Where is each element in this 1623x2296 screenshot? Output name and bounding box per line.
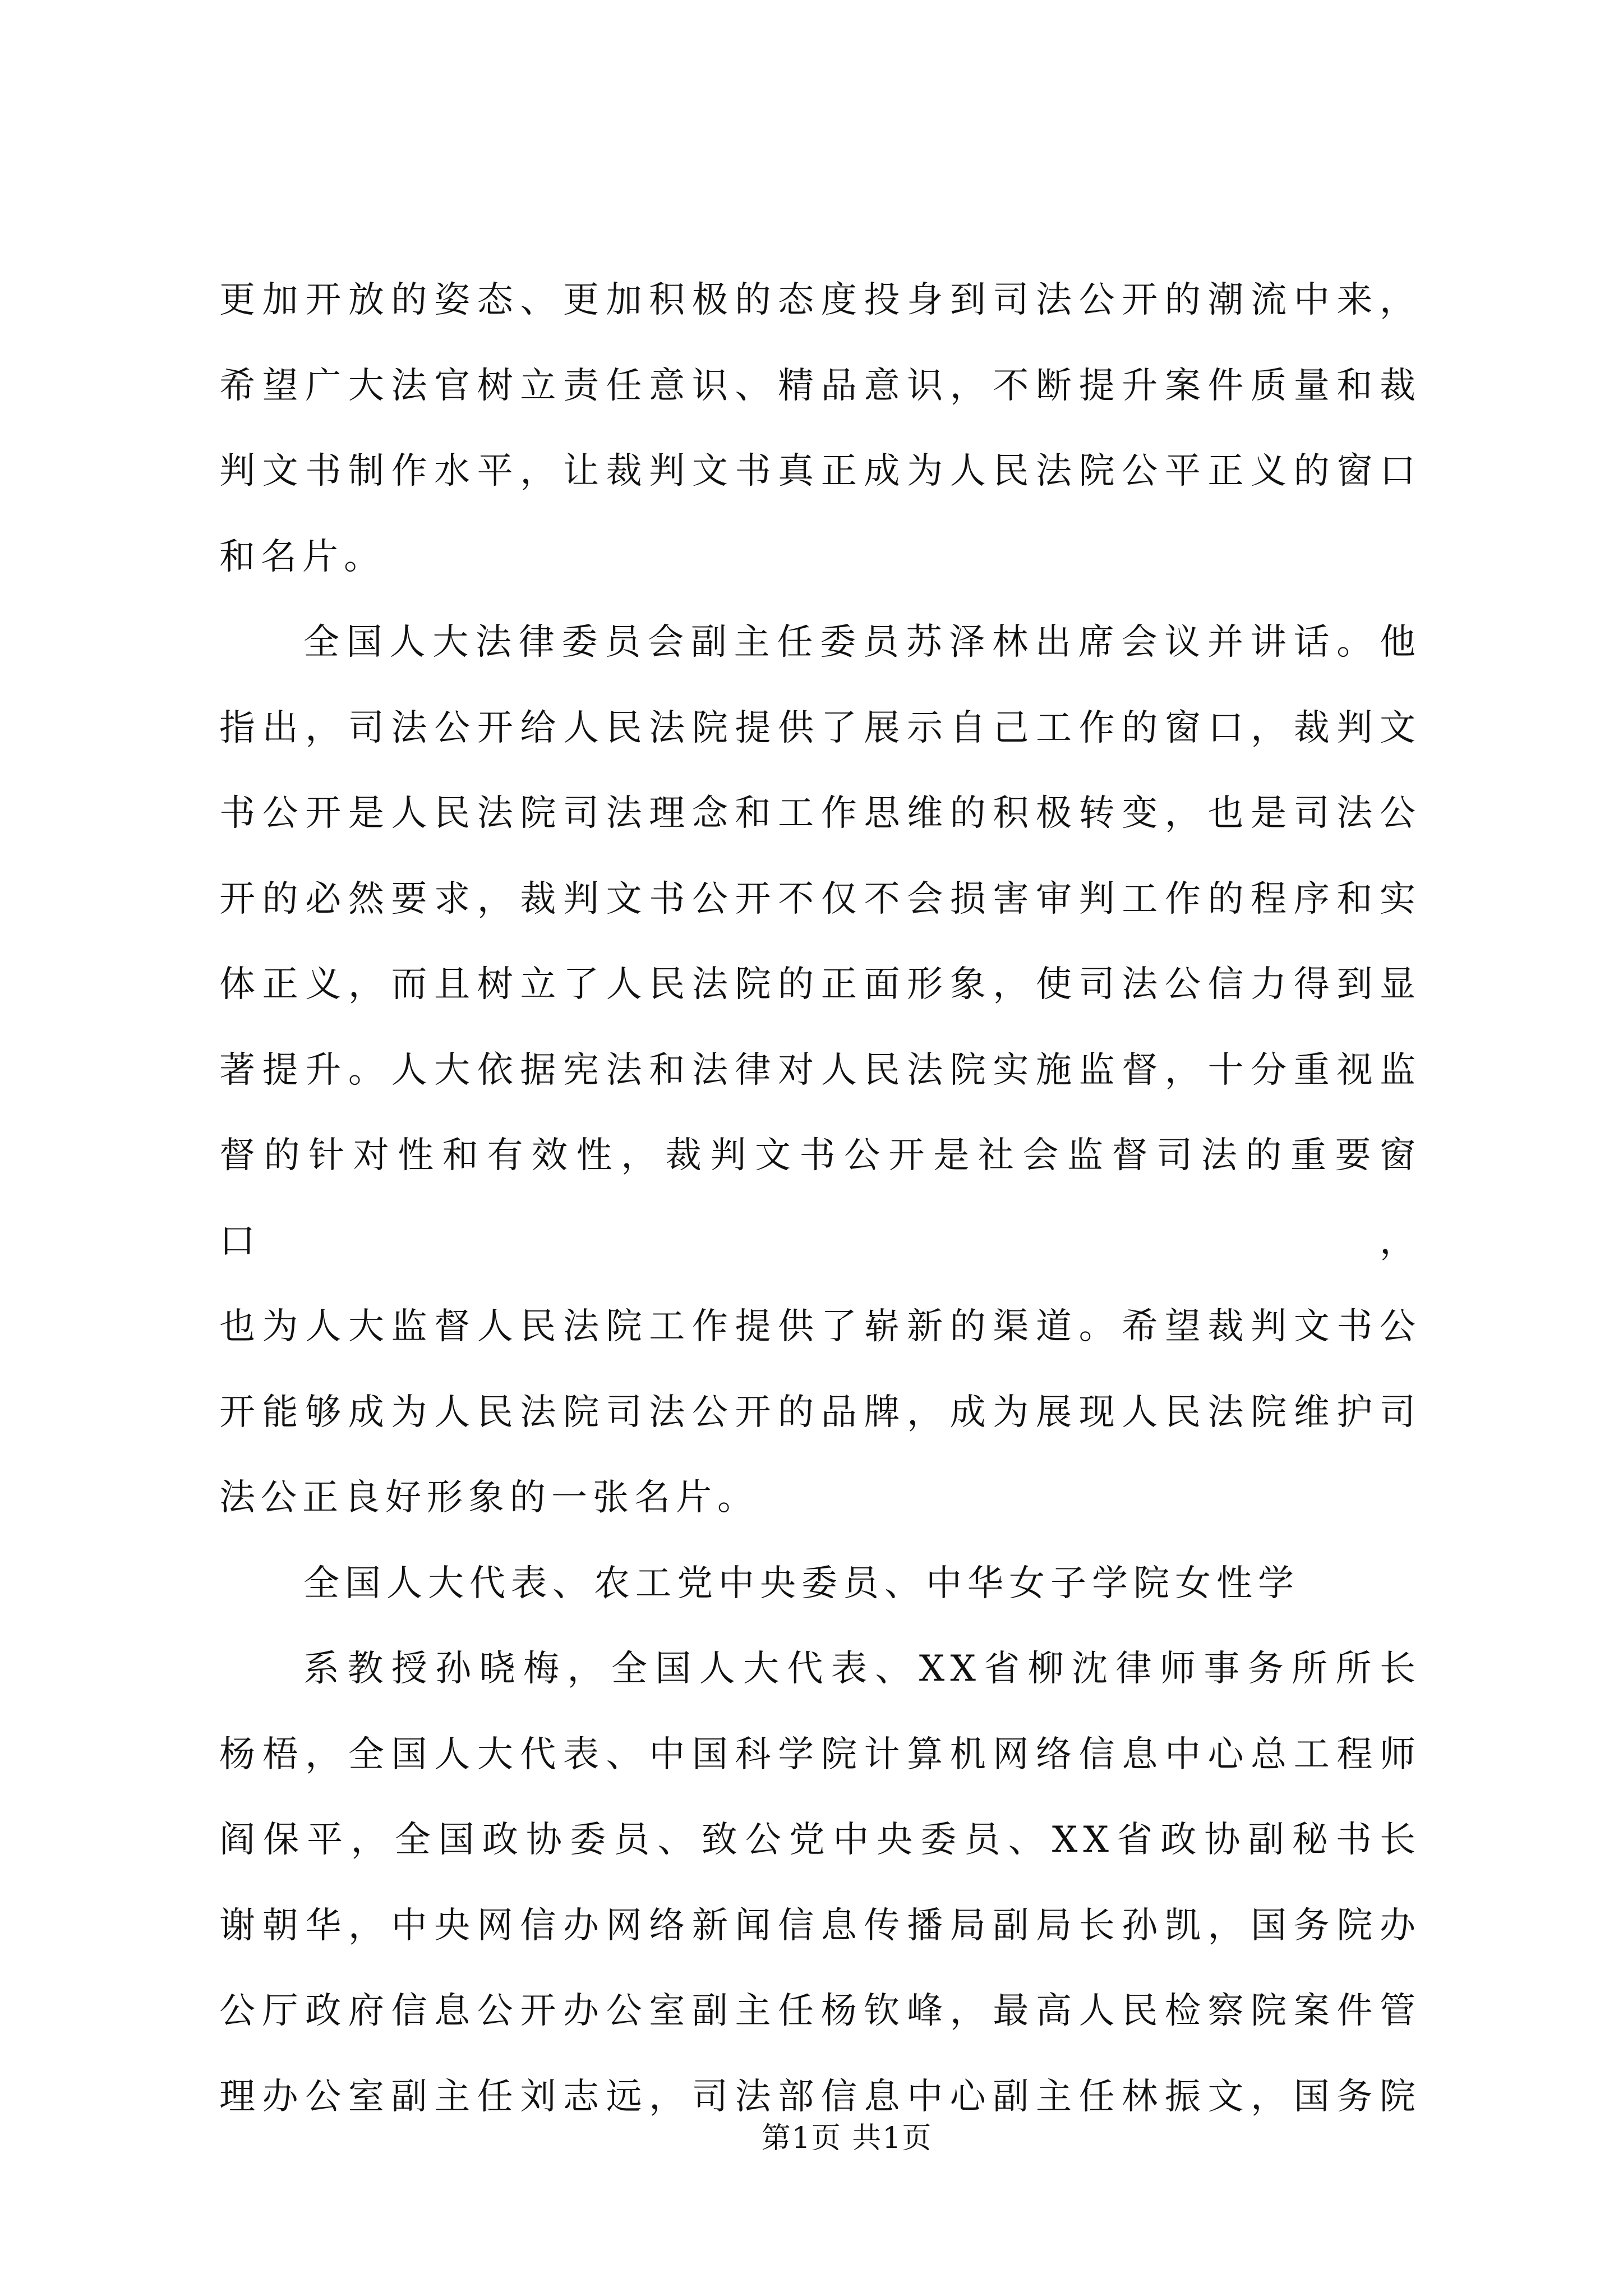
paragraph-1: [219, 257, 1421, 600]
text-line: 杨梧，全国人大代表、中国科学院计算机网络信息中心总工程师: [219, 1733, 1421, 1775]
text-line: 系教授孙晓梅，全国人大代表、XX省柳沈律师事务所所长: [303, 1648, 1421, 1690]
paragraph-3: [219, 1541, 1421, 1627]
text-line: 希望广大法官树立责任意识、精品意识，不断提升案件质量和裁: [219, 365, 1421, 407]
page-number-footer: 第1页 共1页: [761, 2122, 933, 2155]
text-line: 谢朝华，中央网信办网络新闻信息传播局副局长孙凯，国务院办: [219, 1904, 1421, 1947]
text-line: 体正义，而且树立了人民法院的正面形象，使司法公信力得到显: [219, 964, 1421, 1005]
text-line: 判文书制作水平，让裁判文书真正成为人民法院公平正义的窗口: [219, 450, 1421, 492]
text-line: 著提升。人大依据宪法和法律对人民法院实施监督，十分重视监: [219, 1049, 1421, 1091]
text-line: 书公开是人民法院司法理念和工作思维的积极转变，也是司法公: [219, 793, 1421, 834]
paragraph-2: [219, 600, 1421, 1541]
text-line: 全国人大法律委员会副主任委员苏泽林出席会议并讲话。他: [303, 622, 1421, 663]
paragraph-4: [219, 1626, 1421, 2139]
text-line: 公厅政府信息公开办公室副主任杨钦峰，最高人民检察院案件管: [219, 1990, 1421, 2032]
text-line: 和名片。: [219, 536, 385, 578]
document-body: [219, 257, 1421, 2139]
text-line: 开的必然要求，裁判文书公开不仅不会损害审判工作的程序和实: [219, 878, 1421, 920]
text-line: 更加开放的姿态、更加积极的态度投身到司法公开的潮流中来，: [219, 279, 1421, 321]
text-line: 理办公室副主任刘志远，司法部信息中心副主任林振文，国务院: [219, 2076, 1421, 2118]
text-line: 开能够成为人民法院司法公开的品牌，成为展现人民法院维护司: [219, 1391, 1421, 1433]
text-line: 督的针对性和有效性，裁判文书公开是社会监督司法的重要窗口，: [219, 1135, 1421, 1262]
text-line: 全国人大代表、农工党中央委员、中华女子学院女性学: [303, 1562, 1299, 1604]
text-line: 阎保平，全国政协委员、致公党中央委员、XX省政协副秘书长: [219, 1819, 1421, 1861]
text-line: 也为人大监督人民法院工作提供了崭新的渠道。希望裁判文书公: [219, 1306, 1421, 1347]
text-line: 指出，司法公开给人民法院提供了展示自己工作的窗口，裁判文: [219, 707, 1421, 749]
text-line: 法公正良好形象的一张名片。: [219, 1477, 759, 1519]
